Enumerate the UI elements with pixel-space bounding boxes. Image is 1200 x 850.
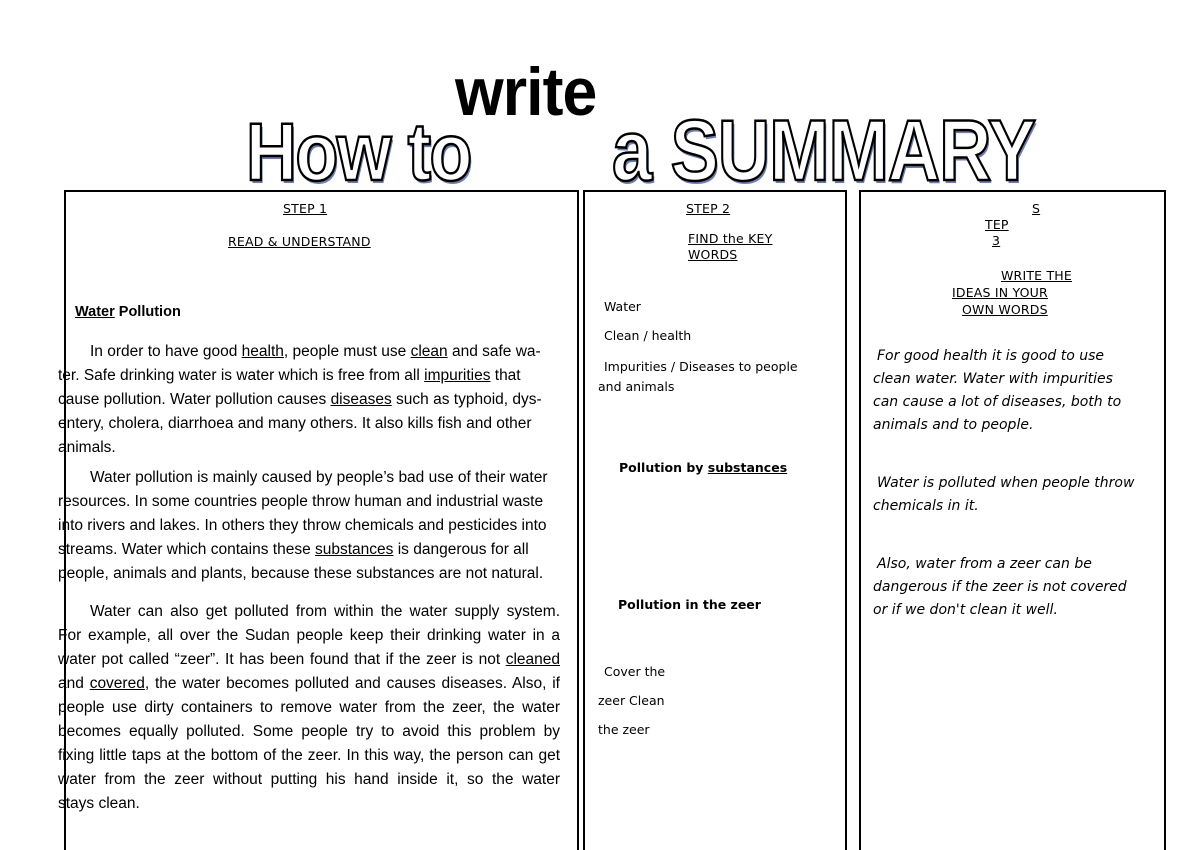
keyword-impurities: Impurities / Diseases to people and animals xyxy=(598,359,798,394)
title-write: write xyxy=(455,54,597,130)
paragraph-1 xyxy=(58,340,542,460)
summary-sentence-2: Water is polluted when people throw chemicals in it. xyxy=(873,475,1135,514)
step2-heading: STEP 2 xyxy=(686,201,731,216)
step1-subheading: READ & UNDERSTAND xyxy=(228,234,371,249)
p3-line6: becomes equally polluted. Some people try to avoid this problem by xyxy=(58,723,560,740)
p1-line2: ter. Safe drinking water is water which is free from all impurities that xyxy=(58,367,521,384)
paragraph-2 xyxy=(58,466,548,586)
step2-subheading xyxy=(688,231,772,263)
keyword-water: Water xyxy=(604,299,641,314)
p1-line5: animals. xyxy=(58,439,116,456)
p1-line1: In order to have good health, people must use clean and safe wa- xyxy=(90,343,541,360)
p2-line1: Water pollution is mainly caused by people’s bad use of their water xyxy=(90,469,548,486)
title-how-to: How to xyxy=(246,107,471,198)
p3-line5: people use dirty containers to remove water from the zeer, the water xyxy=(58,699,560,716)
p3-line4: and covered, the water becomes polluted and causes diseases. Also, if xyxy=(58,675,560,692)
step3-heading: S TEP 3 xyxy=(985,201,1041,248)
keyword-cover-clean-zeer: Cover the zeer Clean the zeer xyxy=(598,664,666,737)
passage-topic xyxy=(75,300,181,324)
summary-sentence-1: For good health it is good to use clean water. Water with impurities can cause a lot of diseases, both to animals and to people. xyxy=(873,348,1122,433)
step2-sub-line1: FIND the KEY xyxy=(688,231,773,246)
p2-line2: resources. In some countries people throw human and industrial waste xyxy=(58,493,544,510)
step2-box xyxy=(583,190,847,850)
summary-sentence-3: Also, water from a zeer can be dangerous if the zeer is not covered or if we don't clean it well. xyxy=(873,556,1127,618)
p1-line3: cause pollution. Water pollution causes diseases such as typhoid, dys- xyxy=(58,391,542,408)
p3-line7: fixing little taps at the bottom of the zeer. In this way, the person can get xyxy=(58,747,560,764)
keyword-pollution-substances: Pollution by substances xyxy=(619,460,788,475)
p2-line4: streams. Water which contains these substances is dangerous for all xyxy=(58,541,529,558)
p3-line9: stays clean. xyxy=(58,795,140,812)
topic-word-water: Water xyxy=(75,304,115,320)
step1-heading: STEP 1 xyxy=(283,201,328,216)
keyword-pollution-zeer: Pollution in the zeer xyxy=(618,597,761,612)
paragraph-3 xyxy=(58,600,560,816)
p2-line5: people, animals and plants, because these substances are not natural. xyxy=(58,565,544,582)
p3-line3: water pot called “zeer”. It has been found that if the zeer is not cleaned xyxy=(58,651,560,668)
p2-line3: into rivers and lakes. In others they throw chemicals and pesticides into xyxy=(58,517,547,534)
p3-line8: water from the zeer without putting his hand inside it, so the water xyxy=(58,771,560,788)
keyword-clean-health: Clean / health xyxy=(604,328,692,343)
step3-subheading: WRITE THE IDEAS IN YOUR OWN WORDS xyxy=(952,268,1072,317)
p1-line4: entery, cholera, diarrhoea and many others. It also kills fish and other xyxy=(58,415,532,432)
topic-word-pollution: Pollution xyxy=(118,304,181,320)
step2-sub-line2: WORDS xyxy=(688,247,738,262)
p3-line2: For example, all over the Sudan people keep their drinking water in a xyxy=(58,627,560,644)
title-summary: a SUMMARY xyxy=(612,103,1036,199)
p3-line1: Water can also get polluted from within the water supply system. xyxy=(90,603,560,620)
